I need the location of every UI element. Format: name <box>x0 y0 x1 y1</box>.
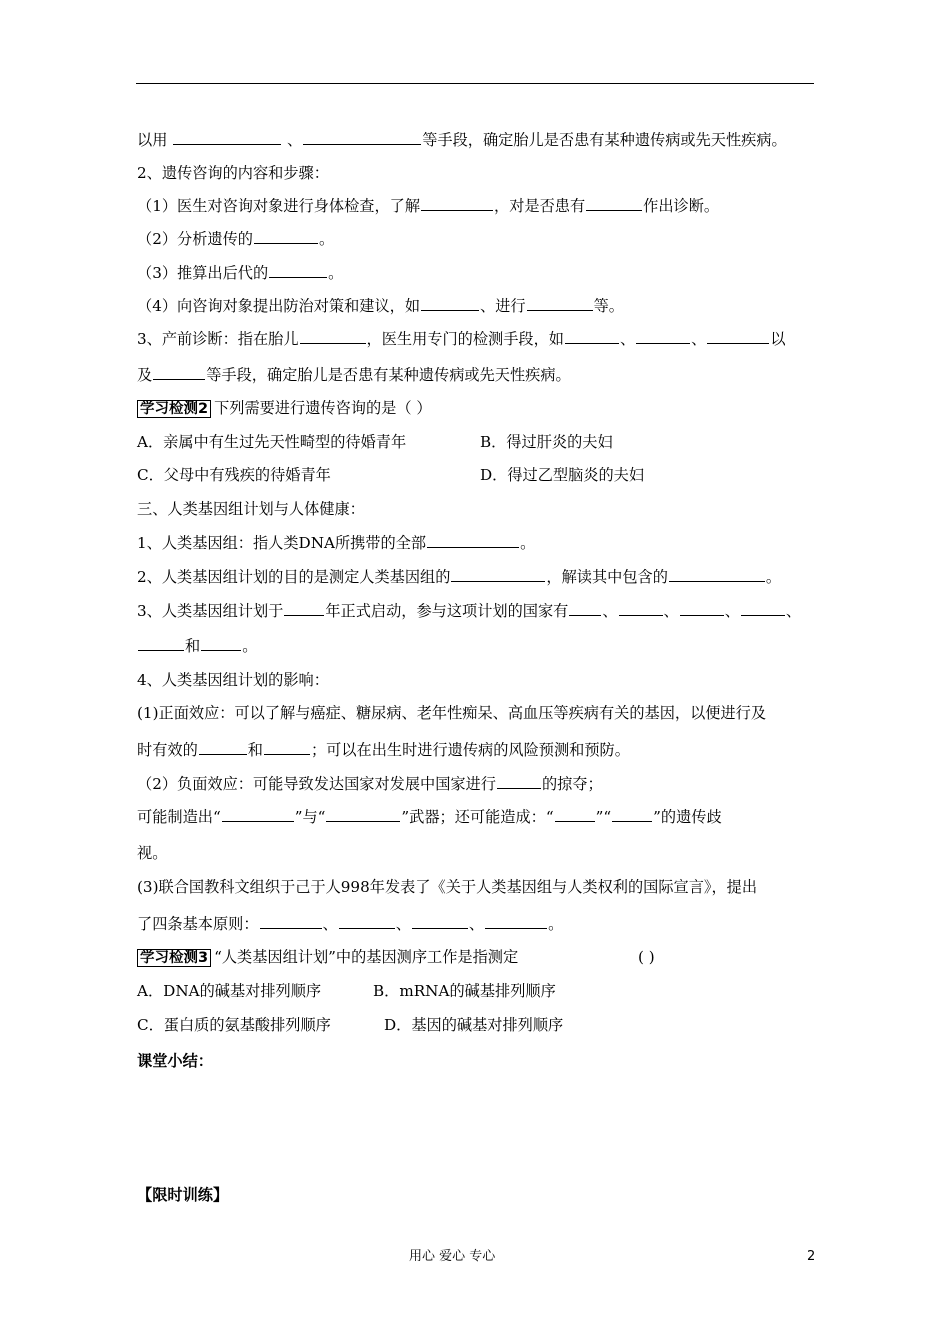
check-3-label: 学习检测3 <box>137 949 211 967</box>
fill-blank[interactable] <box>421 195 493 211</box>
option-b[interactable]: B．得过肝炎的夫妇 <box>480 433 613 451</box>
option-c[interactable]: C．蛋白质的氨基酸排列顺序 <box>137 1016 331 1034</box>
section-heading: 2、遗传咨询的内容和步骤： <box>137 164 329 182</box>
section-heading: 三、人类基因组计划与人体健康： <box>137 500 365 518</box>
fill-blank[interactable] <box>707 328 769 344</box>
fill-blank[interactable] <box>555 806 595 822</box>
text-line: （1）医生对咨询对象进行身体检查，了解 ，对是否患有 作出诊断。 <box>137 197 720 215</box>
fill-blank[interactable] <box>201 635 241 651</box>
footer-motto: 用心 爱心 专心 <box>409 1249 496 1264</box>
fill-blank[interactable] <box>412 913 468 929</box>
timed-training-heading: 【限时训练】 <box>137 1186 229 1204</box>
fill-blank[interactable] <box>619 600 663 616</box>
text-line: 以用 、 等手段，确定胎儿是否患有某种遗传病或先天性疾病。 <box>137 131 787 149</box>
text-line: 时有效的 和 ；可以在出生时进行遗传病的风险预测和预防。 <box>137 741 630 759</box>
check-2-question: 学习检测2 下列需要进行遗传咨询的是（ ） <box>137 398 432 419</box>
fill-blank[interactable] <box>199 739 247 755</box>
text-line: (1)正面效应：可以了解与癌症、糖尿病、老年性痴呆、高血压等疾病有关的基因，以便进行及 <box>137 704 767 722</box>
fill-blank[interactable] <box>339 913 395 929</box>
text-line: 及 等手段，确定胎儿是否患有某种遗传病或先天性疾病。 <box>137 366 571 384</box>
fill-blank[interactable] <box>565 328 619 344</box>
fill-blank[interactable] <box>569 600 601 616</box>
answer-paren[interactable]: ( ) <box>638 948 655 966</box>
fill-blank[interactable] <box>264 739 310 755</box>
fill-blank[interactable] <box>497 773 541 789</box>
fill-blank[interactable] <box>451 566 545 582</box>
fill-blank[interactable] <box>612 806 652 822</box>
text-line: （2）负面效应：可能导致发达国家对发展中国家进行 的掠夺； <box>137 775 603 793</box>
option-c[interactable]: C．父母中有残疾的待婚青年 <box>137 466 331 484</box>
option-b[interactable]: B．mRNA的碱基排列顺序 <box>373 982 556 1000</box>
fill-blank[interactable] <box>173 129 281 145</box>
text-line: 4、人类基因组计划的影响： <box>137 671 329 689</box>
fill-blank[interactable] <box>636 328 690 344</box>
fill-blank[interactable] <box>303 129 421 145</box>
class-summary-heading: 课堂小结： <box>137 1052 213 1070</box>
fill-blank[interactable] <box>527 295 593 311</box>
fill-blank[interactable] <box>669 566 765 582</box>
fill-blank[interactable] <box>485 913 547 929</box>
option-a[interactable]: A．亲属中有生过先天性畸型的待婚青年 <box>137 433 407 451</box>
fill-blank[interactable] <box>421 295 479 311</box>
fill-blank[interactable] <box>427 532 519 548</box>
check-2-label: 学习检测2 <box>137 400 211 418</box>
option-d[interactable]: D．基因的碱基对排列顺序 <box>384 1016 564 1034</box>
text-line: 1、人类基因组：指人类DNA所携带的全部 。 <box>137 534 536 552</box>
page-number: 2 <box>807 1249 816 1264</box>
fill-blank[interactable] <box>741 600 785 616</box>
fill-blank[interactable] <box>260 913 322 929</box>
option-a[interactable]: A．DNA的碱基对排列顺序 <box>137 982 322 1000</box>
option-d[interactable]: D．得过乙型脑炎的夫妇 <box>480 466 645 484</box>
fill-blank[interactable] <box>138 635 184 651</box>
fill-blank[interactable] <box>284 600 324 616</box>
header-rule <box>136 83 814 84</box>
check-3-question: 学习检测3 “人类基因组计划”中的基因测序工作是指测定 <box>137 947 518 968</box>
text-line: （4）向咨询对象提出防治对策和建议，如 、进行 等。 <box>137 297 624 315</box>
text-line: 3、人类基因组计划于 年正式启动，参与这项计划的国家有 、 、 、 、 <box>137 602 802 620</box>
text-line: 视。 <box>137 844 168 862</box>
text-line: 3、产前诊断：指在胎儿 ，医生用专门的检测手段，如 、 、 以 <box>137 330 786 348</box>
fill-blank[interactable] <box>326 806 400 822</box>
fill-blank[interactable] <box>269 262 327 278</box>
text-line: 和 。 <box>137 635 257 656</box>
fill-blank[interactable] <box>300 328 366 344</box>
text-line: (3)联合国教科文组织于己于人998年发表了《关于人类基因组与人类权利的国际宣言》，提出 <box>137 878 758 896</box>
text-line: （2）分析遗传的 。 <box>137 230 335 248</box>
fill-blank[interactable] <box>222 806 294 822</box>
text-line: 了四条基本原则： 、 、 、 。 <box>137 915 564 933</box>
fill-blank[interactable] <box>586 195 642 211</box>
fill-blank[interactable] <box>153 364 205 380</box>
fill-blank[interactable] <box>680 600 724 616</box>
text-line: 可能制造出“ ”与“ ”武器；还可能造成：“ ”“ ”的遗传歧 <box>137 808 722 826</box>
text-line: 2、人类基因组计划的目的是测定人类基因组的 ，解读其中包含的 。 <box>137 568 782 586</box>
fill-blank[interactable] <box>254 228 318 244</box>
text-line: （3）推算出后代的 。 <box>137 264 344 282</box>
